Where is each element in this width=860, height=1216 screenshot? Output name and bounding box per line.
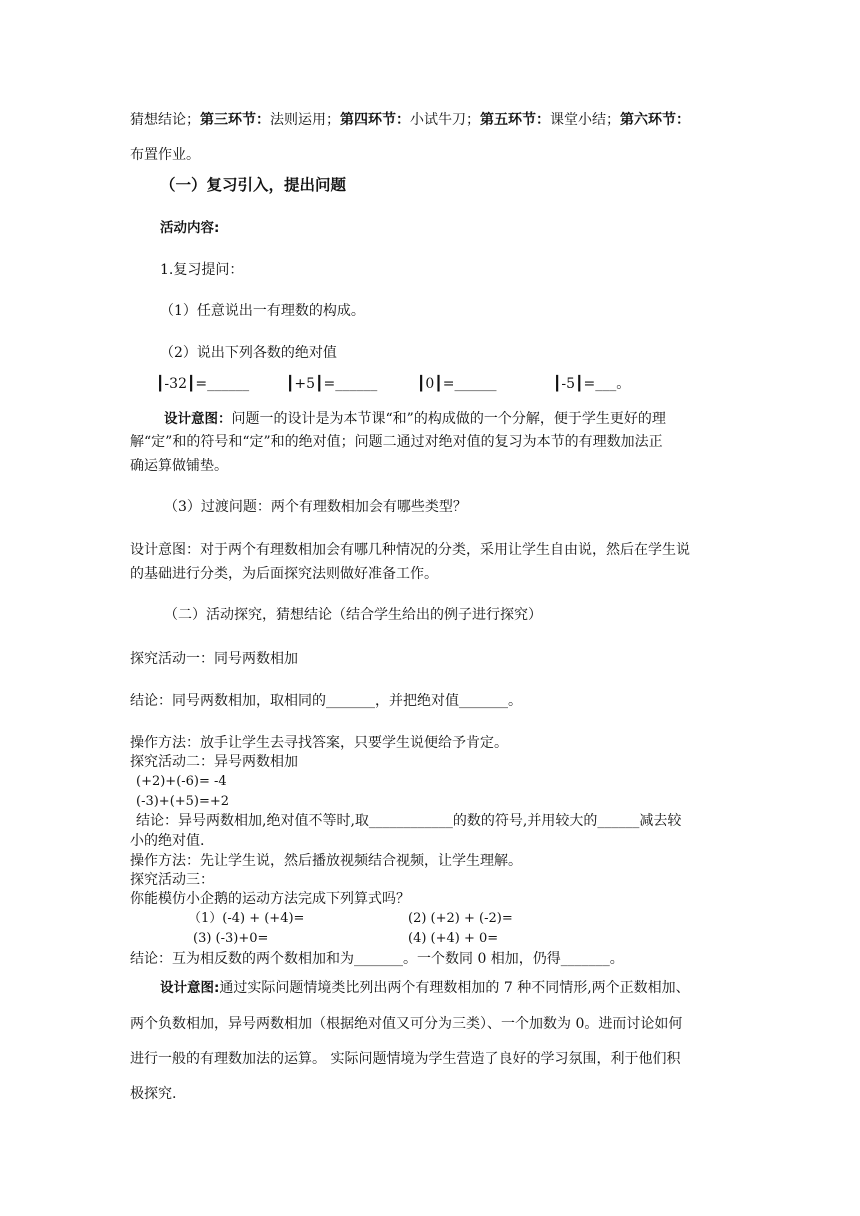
activity-label: 活动内容: xyxy=(160,220,220,236)
design-intent-label: 设计意图： xyxy=(164,411,232,427)
question-3: （3）过渡问题：两个有理数相加会有哪些类型？ xyxy=(164,499,467,515)
stage-label-4: 第四环节： xyxy=(340,112,410,128)
review-question: 1.复习提问： xyxy=(160,262,244,278)
design-intent-3-line2: 两个负数相加，异号两数相加（根据绝对值又可分为三类）、一个加数为 0。进而讨论如何 xyxy=(130,1016,683,1032)
method-2: 操作方法：先让学生说，然后播放视频结合视频，让学生理解。 xyxy=(130,853,522,869)
section-2-title: （二）活动探究，猜想结论（结合学生给出的例子进行探究） xyxy=(164,607,542,623)
abs-blank-4: ┃-5┃=___。 xyxy=(553,376,631,392)
question-2: （2）说出下列各数的绝对值 xyxy=(160,345,337,361)
stage-text: 猜想结论； xyxy=(130,112,200,128)
explore-activity-2: 探究活动二：异号两数相加 xyxy=(130,754,298,770)
equation-2: (-3)+(+5)=+2 xyxy=(136,794,230,809)
stage-list-line xyxy=(130,111,690,129)
stage-label-3: 第三环节： xyxy=(200,112,270,128)
equation-1: (+2)+(-6)= -4 xyxy=(136,774,227,789)
method-1: 操作方法：放手让学生去寻找答案，只要学生说便给予肯定。 xyxy=(130,735,508,751)
explore-activity-1: 探究活动一：同号两数相加 xyxy=(130,651,298,667)
stage-text: 课堂小结； xyxy=(550,112,620,128)
design-intent-1 xyxy=(164,410,666,428)
conclusion-2-line2: 小的绝对值. xyxy=(130,833,205,849)
design-intent-2-line1: 设计意图：对于两个有理数相加会有哪几种情况的分类，采用让学生自由说，然后在学生说 xyxy=(130,542,690,558)
design-intent-text: 通过实际问题情境类比列出两个有理数相加的 7 种不同情形,两个正数相加、 xyxy=(219,980,690,996)
conclusion-1: 结论：同号两数相加，取相同的_______，并把绝对值_______。 xyxy=(130,693,522,709)
stage-text: 小试牛刀； xyxy=(410,112,480,128)
design-intent-label: 设计意图: xyxy=(160,980,220,996)
section-1-title: （一）复习引入，提出问题 xyxy=(160,176,347,194)
stage-label-6: 第六环节： xyxy=(620,112,690,128)
penguin-question: 你能模仿小企鹅的运动方法完成下列算式吗？ xyxy=(130,891,410,907)
stage-text: 法则运用； xyxy=(270,112,340,128)
abs-blank-1: ┃-32┃=______ xyxy=(156,376,250,392)
abs-blank-3: ┃0┃=______ xyxy=(417,376,497,392)
exercise-3: (3) (-3)+0= xyxy=(193,931,269,946)
design-intent-1-line3: 确运算做铺垫。 xyxy=(130,458,228,474)
exercise-1: （1）(-4) + (+4)= xyxy=(188,911,305,926)
abs-blank-2: ┃+5┃=______ xyxy=(286,376,378,392)
conclusion-3: 结论：互为相反数的两个数相加和为_______。一个数同 0 相加，仍得_______。 xyxy=(130,951,624,967)
design-intent-1-line2: 解“定”和的符号和“定”和的绝对值；问题二通过对绝对值的复习为本节的有理数加法正 xyxy=(130,434,663,450)
design-intent-3-line4: 极探究. xyxy=(130,1086,177,1102)
conclusion-2: 结论：异号两数相加,绝对值不等时,取____________的数的符号,并用较大的______减去较 xyxy=(136,813,682,829)
explore-activity-3: 探究活动三： xyxy=(130,872,214,888)
question-1: （1）任意说出一有理数的构成。 xyxy=(160,303,365,319)
design-intent-text: 问题一的设计是为本节课“和”的构成做的一个分解，便于学生更好的理 xyxy=(231,411,666,427)
stage-list-line-2: 布置作业。 xyxy=(130,147,200,163)
stage-label-5: 第五环节： xyxy=(480,112,550,128)
exercise-4: (4) (+4) + 0= xyxy=(408,931,499,946)
exercise-2: (2) (+2) + (-2)= xyxy=(408,911,513,926)
design-intent-3 xyxy=(160,979,690,997)
design-intent-2-line2: 的基础进行分类，为后面探究法则做好准备工作。 xyxy=(130,566,438,582)
design-intent-3-line3: 进行一般的有理数加法的运算。 实际问题情境为学生营造了良好的学习氛围，利于他们积 xyxy=(130,1051,681,1067)
